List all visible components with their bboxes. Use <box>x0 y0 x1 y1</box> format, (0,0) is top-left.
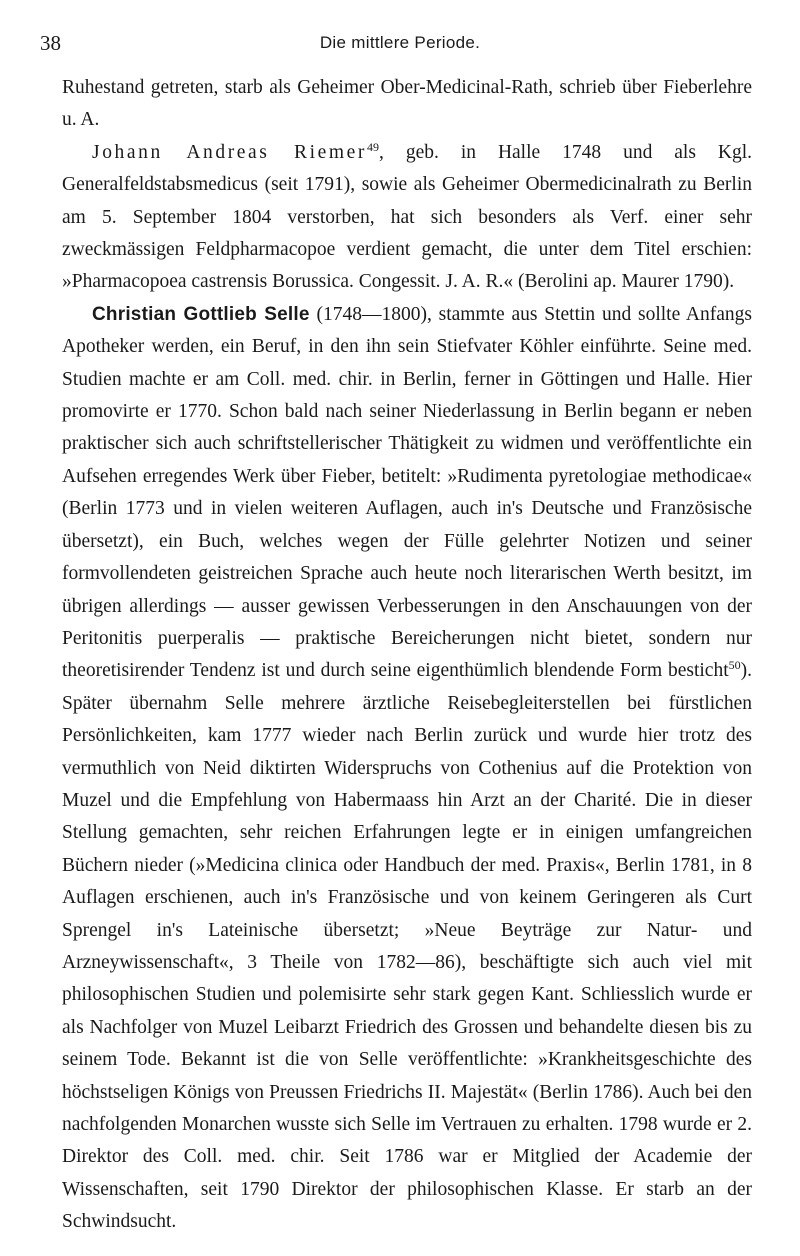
body-text <box>62 72 752 1239</box>
person-name-riemer: Johann Andreas Riemer <box>92 141 368 163</box>
person-name-selle: Christian Gottlieb Selle <box>92 303 310 325</box>
page-header <box>40 30 760 56</box>
page-number: 38 <box>40 31 61 55</box>
paragraph-text: ). Später übernahm Selle mehrere ärztliche Reisebegleiterstellen bei fürstlichen Persönlichkeiten, kam 1777 wieder nach Berlin zurück und wurde hier trotz des vermuthlich von Neid diktirten Widerspruchs von Cothenius auf die Protektion von Muzel und die Empfehlung von Habermaass hin Arzt an der Charité. Die in dieser Stellung gemachten, sehr reichen Erfahrungen legte er in einigen umfangreichen Büchern nieder (»Medicina clinica oder Handbuch der med. Praxis«, Berlin 1781, in 8 Auflagen erschienen, auch in's Französische und von keinem Geringeren als Curt Sprengel in's Lateinische übersetzt; »Neue Beyträge zur Natur- und Arzneywissenschaft«, 3 Theile von 1782—86), beschäftigte sich auch viel mit philosophischen Studien und polemisirte sehr stark gegen Kant. Schliesslich wurde er als Nachfolger von Muzel Leibarzt Friedrich des Grossen und behandelte diesen bis zu seinem Tode. Bekannt ist die von Selle veröffentlichte: »Krankheitsgeschichte des höchstseligen Königs von Preussen Friedrichs II. Majestät« (Berlin 1786). Auch bei den nachfolgenden Monarchen wusste sich Selle im Vertrauen zu erhalten. 1798 wurde er 2. Direktor des Coll. med. chir. Seit 1786 war er Mitglied der Academie der Wissenschaften, seit 1790 Direktor der philosophischen Klasse. Er starb an der Schwindsucht. <box>62 660 752 1233</box>
footnote-marker: 50 <box>728 658 741 673</box>
paragraph-text: Ruhestand getreten, starb als Geheimer Ober-Medicinal-Rath, schrieb über Fieberlehre u. A. <box>62 77 752 131</box>
paragraph-text: (1748—1800), stammte aus Stettin und sollte Anfangs Apotheker werden, ein Beruf, in den ihn sein Stiefvater Köhler einführte. Seine med. Studien machte er am Coll. med. chir. in Berlin, ferner in Göttingen und Halle. Hier promovirte er 1770. Schon bald nach seiner Niederlassung in Berlin begann er neben praktischer sich auch schriftstellerischer Thätigkeit zu widmen und veröffentlichte ein Aufsehen erregendes Werk über Fieber, betitelt: »Rudimenta pyretologiae methodicae« (Berlin 1773 und in vielen weiteren Auflagen, auch in's Deutsche und Französische übersetzt), ein Buch, welches wegen der Fülle gelehrter Notizen und seiner formvollendeten geistreichen Sprache auch heute noch literarischen Werth besitzt, im übrigen allerdings — ausser gewissen Verbesserungen in den Anschauungen von der Peritonitis puerperalis — praktische Bereicherungen nicht bietet, sondern nur theoretisirender Tendenz ist und durch seine eigenthümlich blendende Form besticht <box>62 303 753 682</box>
paragraph-riemer <box>62 137 752 299</box>
paragraph-selle <box>62 299 752 1239</box>
paragraph-text: , geb. in Halle 1748 und als Kgl. Generalfeldstabsmedicus (seit 1791), sowie als Geheimer Obermedicinalrath zu Berlin am 5. September 1804 verstorben, hat sich besonders als Verf. einer sehr zweckmässigen Feldpharmacopoe verdient gemacht, die unter dem Titel erschien: »Pharmacopoea castrensis Borussica. Congessit. J. A. R.« (Berolini ap. Maurer 1790). <box>62 141 752 293</box>
running-title: Die mittlere Periode. <box>319 33 481 52</box>
footnote-marker: 49 <box>367 139 380 154</box>
paragraph-continuation <box>62 72 752 137</box>
